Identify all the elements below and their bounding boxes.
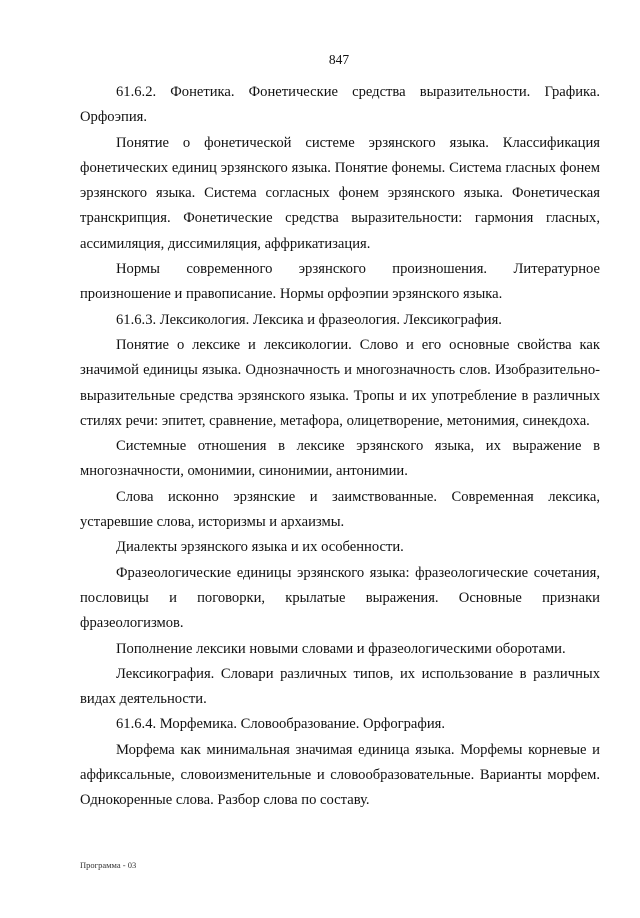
body-text: [80, 80, 600, 814]
page-number: 847: [328, 52, 350, 67]
page-footer: Программа - 03: [80, 860, 137, 870]
paragraph: Понятие о лексике и лексикологии. Слово и его основные свойства как значимой единицы языка. Однозначность и многозначность слов. Изобразительно-выразительные средства эрзянского языка. Тропы и их употребление в различных стилях речи: эпитет, сравнение, метафора, олицетворение, метонимия, синекдоха.: [80, 336, 600, 429]
paragraph: Системные отношения в лексике эрзянского языка, их выражение в многозначности, омонимии, синонимии, антонимии.: [80, 438, 600, 480]
paragraph: Диалекты эрзянского языка и их особенности.: [116, 539, 404, 556]
section-heading-lexicology: 61.6.3. Лексикология. Лексика и фразеология. Лексикография.: [116, 311, 502, 328]
paragraph: Пополнение лексики новыми словами и фразеологическими оборотами.: [116, 640, 566, 657]
paragraph: Слова исконно эрзянские и заимствованные. Современная лексика, устаревшие слова, историзмы и архаизмы.: [80, 488, 600, 531]
paragraph: Фразеологические единицы эрзянского языка: фразеологические сочетания, пословицы и поговорки, крылатые выражения. Основные признаки фразеологизмов.: [80, 564, 600, 632]
section-heading-morphemics: 61.6.4. Морфемика. Словообразование. Орфография.: [116, 716, 446, 733]
section-heading-phonetics: 61.6.2. Фонетика. Фонетические средства выразительности. Графика. Орфоэпия.: [80, 84, 600, 126]
paragraph: Лексикография. Словари различных типов, их использование в различных видах деятельности.: [80, 665, 600, 708]
paragraph: Нормы современного эрзянского произношения. Литературное произношение и правописание. Нормы орфоэпии эрзянского языка.: [80, 261, 600, 303]
paragraph: Понятие о фонетической системе эрзянского языка. Классификация фонетических единиц эрзянского языка. Понятие фонемы. Система гласных фонем эрзянского языка. Система согласных фонем эрзянского языка. Фонетическая транскрипция. Фонетические средства выразительности: гармония гласных, ассимиляция, диссимиляция, аффрикатизация.: [80, 134, 600, 252]
paragraph: Морфема как минимальная значимая единица языка. Морфемы корневые и аффиксальные, словоизменительные и словообразовательные. Варианты морфем. Однокоренные слова. Разбор слова по составу.: [80, 741, 600, 809]
